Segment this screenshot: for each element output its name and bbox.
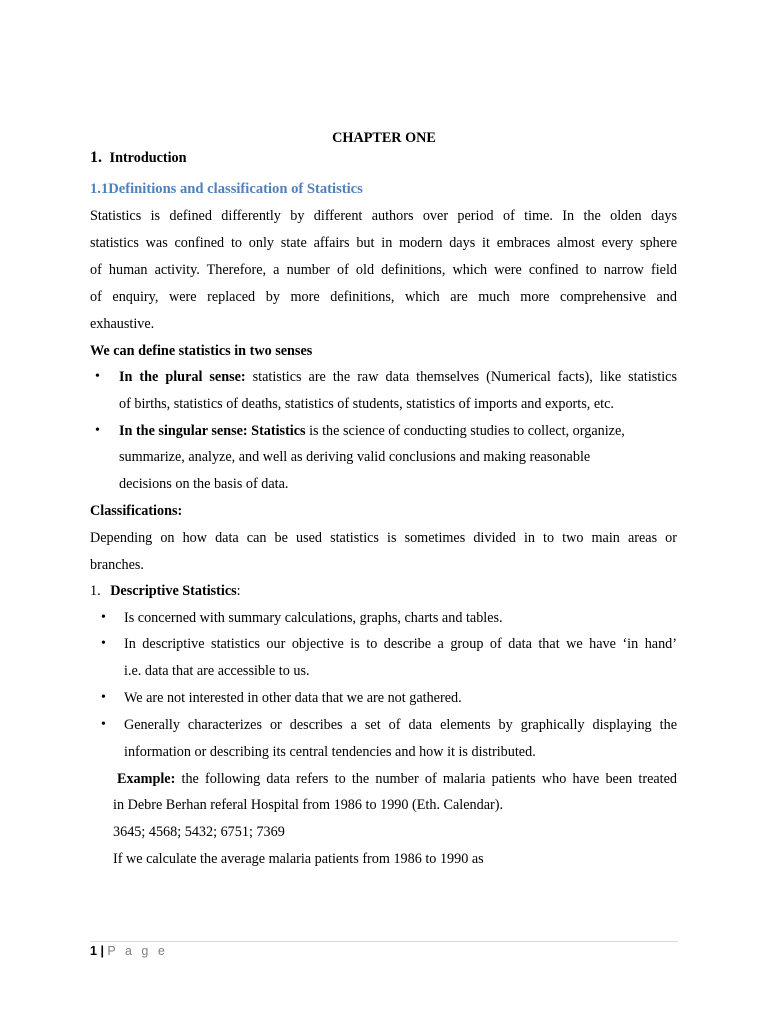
descriptive-bullet-text-2: i.e. data that are accessible to us.	[124, 663, 310, 679]
intro-line: of human activity. Therefore, a number of old definitions, which were confined to narrow field	[90, 262, 677, 278]
descriptive-number: 1.	[90, 583, 101, 599]
plural-sense-text: statistics are the raw data themselves (Numerical facts), like statistics	[245, 369, 677, 385]
classification-line: Depending on how data can be used statistics is sometimes divided in to two main areas or	[90, 530, 677, 546]
example-line-2: in Debre Berhan referal Hospital from 1986 to 1990 (Eth. Calendar).	[113, 797, 504, 813]
footer-page-number: 1	[90, 944, 97, 958]
singular-sense-line-3: decisions on the basis of data.	[119, 476, 289, 492]
example-text: the following data refers to the number of malaria patients who have been treated	[175, 771, 677, 787]
singular-sense-line	[119, 421, 625, 441]
footer-divider	[90, 941, 678, 942]
example-data-values: 3645; 4568; 5432; 6751; 7369	[113, 824, 285, 840]
singular-sense-label: In the singular sense: Statistics	[119, 423, 306, 439]
descriptive-heading	[90, 581, 241, 601]
descriptive-bullet-text: Is concerned with summary calculations, graphs, charts and tables.	[124, 610, 503, 626]
descriptive-bullet-text: Generally characterizes or describes a set of data elements by graphically displaying the	[124, 717, 677, 733]
example-label: Example:	[117, 771, 176, 787]
intro-line: statistics was confined to only state affairs but in modern days it embraces almost every sphere	[90, 235, 677, 251]
example-closing-line: If we calculate the average malaria patients from 1986 to 1990 as	[113, 851, 484, 867]
bullet-marker: •	[101, 636, 106, 651]
section-heading	[90, 148, 187, 168]
descriptive-bullet-text: In descriptive statistics our objective is to describe a group of data that we have ‘in hand’	[124, 636, 677, 652]
section-title: Introduction	[109, 150, 187, 166]
intro-line: of enquiry, were replaced by more definitions, which are much more comprehensive and	[90, 289, 677, 305]
example-line	[117, 769, 677, 789]
subsection-number: 1.1	[90, 181, 109, 197]
footer-separator: |	[100, 944, 104, 958]
descriptive-title: Descriptive Statistics	[110, 583, 237, 599]
singular-sense-text: is the science of conducting studies to collect, organize,	[305, 423, 625, 439]
bullet-marker: •	[95, 369, 100, 384]
plural-sense-line	[119, 367, 677, 387]
plural-sense-label: In the plural sense:	[119, 369, 246, 385]
descriptive-bullet-text: We are not interested in other data that we are not gathered.	[124, 690, 462, 706]
classification-line: branches.	[90, 557, 144, 573]
subsection-heading	[90, 179, 363, 199]
bullet-marker: •	[101, 717, 106, 732]
section-number: 1.	[90, 149, 102, 166]
descriptive-colon: :	[236, 583, 241, 599]
intro-line: Statistics is defined differently by different authors over period of time. In the olden days	[90, 208, 677, 224]
footer-page-label: P a g e	[107, 944, 168, 958]
page-footer	[90, 942, 168, 960]
chapter-title: CHAPTER ONE	[332, 130, 436, 146]
classifications-heading: Classifications:	[90, 503, 183, 519]
singular-sense-line-2: summarize, analyze, and well as deriving valid conclusions and making reasonable	[119, 449, 591, 465]
senses-heading: We can define statistics in two senses	[90, 343, 313, 359]
intro-line: exhaustive.	[90, 316, 155, 332]
bullet-marker: •	[101, 690, 106, 705]
plural-sense-line-2: of births, statistics of deaths, statistics of students, statistics of imports and exports, etc.	[119, 396, 614, 412]
descriptive-bullet-text-2: information or describing its central tendencies and how it is distributed.	[124, 744, 536, 760]
subsection-title: Definitions and classification of Statistics	[108, 181, 363, 197]
bullet-marker: •	[95, 423, 100, 438]
bullet-marker: •	[101, 610, 106, 625]
